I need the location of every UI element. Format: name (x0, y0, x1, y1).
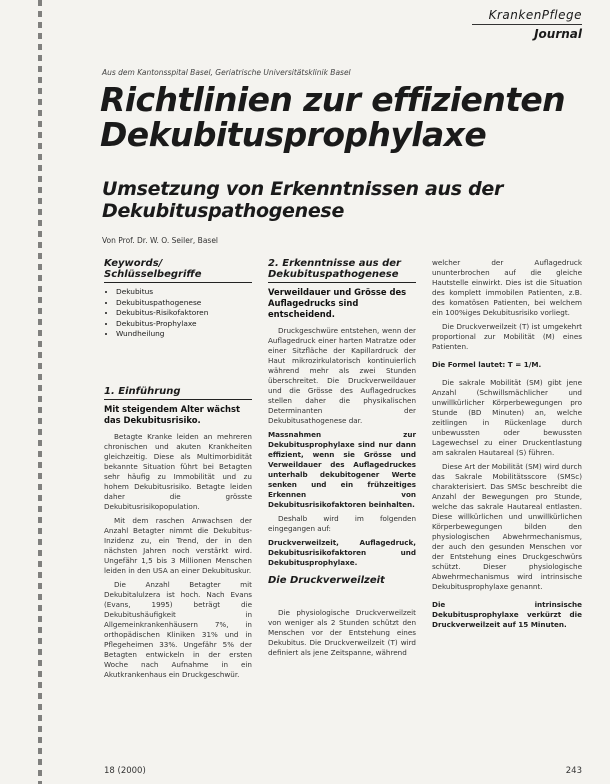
section-lead: Mit steigendem Alter wächst das Dekubitusrisiko. (104, 403, 241, 425)
keyword-item: • Dekubitus-Prophylaxe (116, 319, 252, 330)
formula: Die Formel lautet: T = 1/M. (432, 360, 542, 369)
paragraph: Die Druckverweilzeit (T) ist umgekehrt proportional zur Mobilität (M) eines Patienten. (432, 322, 582, 351)
section-heading-pathogenesis: 2. Erkenntnisse aus der Dekubituspathogenese (268, 258, 416, 283)
keyword-item: • Wundheilung (116, 329, 252, 340)
section-heading-introduction: 1. Einführung (104, 386, 252, 400)
footer-issue: 18 (2000) (104, 766, 146, 776)
source-institution: Aus dem Kantonsspital Basel, Geriatrische Universitätsklinik Basel (102, 68, 351, 77)
journal-subname: Journal (472, 24, 582, 41)
paragraph: Die Anzahl Betagter mit Dekubitalulzera ist hoch. Nach Evans (Evans, 1995) beträgt die Dekubitushäufigkeit in Allgemeinkrankenhäusern 7%, in orthopädischen Kliniken 31% und in Pflegeheimen 33%. Ungefähr 5% der Betagten entwickeln in der ersten Woche nach Aufnahme in ein Akutkrankenhaus ein Druckgeschwür. (104, 579, 252, 679)
paragraph: Betagte Kranke leiden an mehreren chronischen und akuten Krankheiten gleichzeitig. Diese als Multimorbidität bekannte Situation führt bei Betagten sehr häufig zu Immobilität und zu hohem Dekubitusrisiko. Betagte leiden daher die grösste Dekubitusrisikopopulation. (104, 431, 252, 511)
paragraph: Diese Art der Mobilität (SM) wird durch das Sakrale Mobilitätsscore (SMSc) charakterisiert. Das SMSc beschreibt die Anzahl der Bewegungen pro Stunde, welche das sakrale Hautareal entlasten. Diese willkürlichen und unwillkürlichen Körperbewegungen bilden den physiologischen Abwehrmechanismus, der auch den gesunden Menschen vor der Entstehung eines Druckgeschwürs schützt. Dieser physiologische Abwehrmechanismus wird intrinsische Dekubitusprophylaxe genannt. (432, 462, 582, 591)
section-lead: Verweildauer und Grösse des Auflagedrucks sind entscheidend. (268, 287, 407, 319)
paragraph: welcher der Auflagedruck ununterbrochen auf die gleiche Hautstelle einwirkt. Dies ist die Situation des komplett immobilen Patienten, z.B. des komatösen Patienten, bei welchem ein 100%iges Dekubitusrisiko vorliegt. (432, 258, 582, 317)
column-2 (268, 258, 416, 662)
subsection-heading: Die Druckverweilzeit (268, 575, 385, 586)
page-number: 243 (565, 766, 582, 776)
column-3 (432, 258, 582, 634)
journal-name: KrankenPflege (488, 8, 582, 22)
keyword-item: • Dekubitus-Risikofaktoren (116, 308, 252, 319)
keywords-list (104, 287, 252, 340)
paragraph: Druckgeschwüre entstehen, wenn der Auflagedruck einer harten Matratze oder einer Sitzfläche der Kapillardruck der Haut mikrozirkulatorisch kontinuierlich während mehr als zwei Stunden überschreitet. Die Druckverweildauer und die Grösse des Auflagedruckes stellen daher die physikalischen Determinanten der Dekubitusathogenese dar. (268, 326, 416, 425)
article-title: Richtlinien zur effizienten Dekubitusprophylaxe (100, 80, 566, 154)
keyword-item: • Dekubitus (116, 287, 252, 298)
article-author: Von Prof. Dr. W. O. Seiler, Basel (102, 236, 219, 245)
article-subtitle: Umsetzung von Erkenntnissen aus der Dekubituspathogenese (102, 178, 504, 222)
paragraph: Die physiologische Druckverweilzeit von weniger als 2 Stunden schützt den Menschen vor der Entstehung eines Dekubitus. Die Druckverweilzeit (T) wird definiert als jene Zeitspanne, während (268, 608, 416, 657)
column-1 (104, 258, 252, 684)
highlight-paragraph: Massnahmen zur Dekubitusprophylaxe sind nur dann effizient, wenn sie Grösse und Verweildauer des Auflagedruckes unterhalb dekubitogener Werte senken und ein frühzeitiges Erkennen von Dekubitusrisikofaktoren beinhalten. (268, 430, 416, 509)
paragraph: Die sakrale Mobilität (SM) gibt jene Anzahl (Schwillsmächlicher und unwillkürlicher Körperbewegungen pro Stunde (BD Minuten) an, welche zeitlingen in Rückenlage durch unbewussten oder bewussten Lagewechsel zu einer Druckentlastung am sakralen Hautareal (S) führen. (432, 378, 582, 457)
journal-masthead (472, 8, 582, 41)
keyword-item: • Dekubituspathogenese (116, 298, 252, 309)
highlight-paragraph: Druckverweilzeit, Auflagedruck, Dekubitusrisikofaktoren und Dekubitusprophylaxe. (268, 538, 416, 567)
paragraph: Deshalb wird im folgenden eingegangen auf: (268, 514, 416, 533)
paragraph: Mit dem raschen Anwachsen der Anzahl Betagter nimmt die Dekubitus-Inzidenz zu, ein Trend, der in den nächsten Jahren noch verstärkt wird. Ungefähr 1,5 bis 3 Millionen Menschen leiden in den USA an einer Dekubituskur. (104, 515, 252, 575)
keywords-heading: Keywords/ Schlüsselbegriffe (104, 258, 252, 283)
highlight-paragraph: Die intrinsische Dekubitusprophylaxe verkürzt die Druckverweilzeit auf 15 Minuten. (432, 600, 582, 629)
binding-edge (38, 0, 42, 784)
